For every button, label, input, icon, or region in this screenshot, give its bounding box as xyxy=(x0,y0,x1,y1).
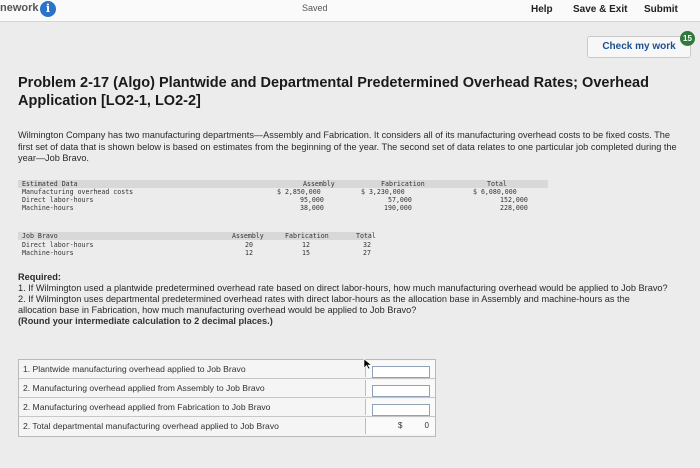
answer-total-cell xyxy=(365,418,435,434)
table-cell: $ 3,230,000 xyxy=(361,188,405,196)
table-cell: 12 xyxy=(302,241,310,249)
required-title: Required: xyxy=(18,272,61,282)
saved-status: Saved xyxy=(302,3,328,13)
table-cell: Manufacturing overhead costs xyxy=(22,188,134,196)
table-row xyxy=(18,249,371,257)
problem-title: Problem 2-17 (Algo) Plantwide and Departmental Predetermined Overhead Rates; Overhead Application [LO2-1, LO2-2] xyxy=(18,75,649,109)
rounding-note: (Round your intermediate calculation to 2 decimal places.) xyxy=(18,316,273,326)
answer-cell xyxy=(365,399,435,415)
table-header: Estimated Data xyxy=(22,180,78,188)
table-cell: 38,000 xyxy=(300,204,324,212)
answer-table xyxy=(18,359,436,437)
table-cell: $ 6,080,000 xyxy=(473,188,517,196)
table-header: Assembly xyxy=(232,232,264,240)
table-cell: 20 xyxy=(245,241,253,249)
table-row xyxy=(18,241,371,249)
table-cell: 152,000 xyxy=(500,196,528,204)
table-cell: 12 xyxy=(245,249,253,257)
submit-button[interactable]: Submit xyxy=(644,4,678,15)
answer-cell xyxy=(365,380,435,396)
question-1: 1. If Wilmington used a plantwide predetermined overhead rate based on direct labor-hours, how much manufacturing overhead would be applied to Job Bravo? xyxy=(18,283,668,293)
table-cell: $ 2,850,000 xyxy=(277,188,321,196)
fabrication-overhead-input[interactable] xyxy=(372,404,430,416)
table-row xyxy=(18,196,548,204)
table-cell: 57,000 xyxy=(388,196,412,204)
mouse-cursor-icon xyxy=(363,358,373,370)
answer-row xyxy=(19,398,435,417)
table-header: Fabrication xyxy=(285,232,329,240)
help-button[interactable]: Help xyxy=(531,4,553,15)
job-header-row xyxy=(18,232,376,240)
save-exit-button[interactable]: Save & Exit xyxy=(573,4,628,15)
problem-intro: Wilmington Company has two manufacturing departments—Assembly and Fabrication. It considers all of its manufacturing overhead costs to be fixed costs. The first set of data that is shown below is based on estimates from the beginning of the year. The second set of data relates to one particular job completed during the year—Job Bravo. xyxy=(18,130,677,163)
question-2: 2. If Wilmington uses departmental predetermined overhead rates with direct labor-hours as the allocation base in Assembly and machine-hours as the allocation base in Fabrication, how much manufacturing overhead would be applied to Job Bravo? xyxy=(18,294,630,315)
total-overhead-value: 0 xyxy=(424,421,429,430)
table-cell: 95,000 xyxy=(300,196,324,204)
top-bar xyxy=(0,0,700,22)
table-row xyxy=(18,188,548,196)
table-cell: 15 xyxy=(302,249,310,257)
table-cell: 32 xyxy=(363,241,371,249)
answer-row xyxy=(19,379,435,398)
currency-symbol: $ xyxy=(398,421,403,430)
answer-label: 1. Plantwide manufacturing overhead applied to Job Bravo xyxy=(23,364,246,374)
table-header: Fabrication xyxy=(381,180,425,188)
answer-label: 2. Manufacturing overhead applied from Assembly to Job Bravo xyxy=(23,383,265,393)
table-header: Total xyxy=(487,180,507,188)
plantwide-overhead-input[interactable] xyxy=(372,366,430,378)
required-section xyxy=(18,272,668,327)
table-cell: 27 xyxy=(363,249,371,257)
answer-label: 2. Total departmental manufacturing overhead applied to Job Bravo xyxy=(23,421,279,431)
answer-row xyxy=(19,417,435,436)
assembly-overhead-input[interactable] xyxy=(372,385,430,397)
info-icon[interactable]: i xyxy=(40,1,56,17)
table-cell: Machine-hours xyxy=(22,249,74,257)
table-cell: Direct labor-hours xyxy=(22,196,94,204)
table-cell: 228,000 xyxy=(500,204,528,212)
answer-label: 2. Manufacturing overhead applied from Fabrication to Job Bravo xyxy=(23,402,271,412)
table-header: Job Bravo xyxy=(22,232,58,240)
tab-label: nework xyxy=(0,2,39,14)
attempts-badge: 15 xyxy=(680,31,695,46)
table-cell: Machine-hours xyxy=(22,204,74,212)
table-row xyxy=(18,204,548,212)
table-cell: 190,000 xyxy=(384,204,412,212)
check-my-work-button[interactable]: Check my work xyxy=(587,36,691,58)
table-cell: Direct labor-hours xyxy=(22,241,94,249)
answer-cell xyxy=(365,361,435,377)
table-header: Assembly xyxy=(303,180,335,188)
estimated-header-row xyxy=(18,180,548,188)
table-header: Total xyxy=(356,232,376,240)
